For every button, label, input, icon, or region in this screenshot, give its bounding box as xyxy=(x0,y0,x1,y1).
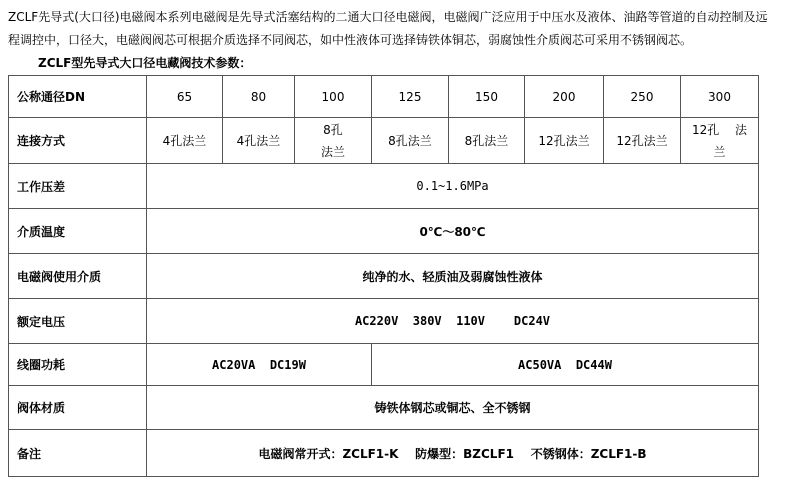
remarks-value: 电磁阀常开式：ZCLF1-K 防爆型：BZCLF1 不锈钢体：ZCLF1-B xyxy=(147,430,759,477)
dn-cell: 200 xyxy=(525,76,604,118)
connection-cell-line: 8孔 xyxy=(323,122,343,137)
connection-cell: 12孔法兰 xyxy=(525,118,604,164)
row-label: 阀体材质 xyxy=(9,386,147,430)
connection-cell-line: 12孔 法 xyxy=(691,122,748,137)
row-remarks xyxy=(9,430,759,477)
dn-cell: 65 xyxy=(147,76,223,118)
dn-cell: 300 xyxy=(681,76,759,118)
dn-cell: 150 xyxy=(449,76,525,118)
connection-cell: 8孔法兰 xyxy=(449,118,525,164)
dn-cell: 250 xyxy=(604,76,681,118)
connection-cell: 12孔法兰 xyxy=(604,118,681,164)
connection-cell: 4孔法兰 xyxy=(147,118,223,164)
row-pressure xyxy=(9,164,759,209)
connection-cell xyxy=(681,118,759,164)
spec-table-title: ZCLF型先导式大口径电藏阀技术参数： xyxy=(38,56,252,70)
medium-value: 纯净的水、轻质油及弱腐蚀性液体 xyxy=(147,254,759,299)
spec-table xyxy=(8,75,759,477)
voltage-value: AC220V 380V 110V DC24V xyxy=(147,299,759,344)
power-value-large: AC50VA DC44W xyxy=(372,344,759,386)
row-label: 公称通径DN xyxy=(9,76,147,118)
temperature-value: 0℃～80℃ xyxy=(147,209,759,254)
row-material xyxy=(9,386,759,430)
row-connection xyxy=(9,118,759,164)
row-label: 介质温度 xyxy=(9,209,147,254)
row-label: 额定电压 xyxy=(9,299,147,344)
connection-cell xyxy=(295,118,372,164)
pressure-value: 0.1~1.6MPa xyxy=(147,164,759,209)
dn-cell: 80 xyxy=(223,76,295,118)
connection-cell: 4孔法兰 xyxy=(223,118,295,164)
intro-line-1: ZCLF先导式(大口径)电磁阀本系列电磁阀是先导式活塞结构的二通大口径电磁阀，电磁阀广泛应用于中压水及液体、油路等管道的自动控制及远 xyxy=(8,10,768,24)
row-label: 连接方式 xyxy=(9,118,147,164)
dn-cell: 100 xyxy=(295,76,372,118)
row-coil-power xyxy=(9,344,759,386)
power-value-small: AC20VA DC19W xyxy=(147,344,372,386)
connection-cell-line: 兰 xyxy=(713,144,726,159)
row-temperature xyxy=(9,209,759,254)
row-voltage xyxy=(9,299,759,344)
dn-cell: 125 xyxy=(372,76,449,118)
row-label: 电磁阀使用介质 xyxy=(9,254,147,299)
connection-cell: 8孔法兰 xyxy=(372,118,449,164)
row-label: 工作压差 xyxy=(9,164,147,209)
material-value: 铸铁体钢芯或铜芯、全不锈钢 xyxy=(147,386,759,430)
row-label: 线圈功耗 xyxy=(9,344,147,386)
intro-paragraph xyxy=(8,6,798,52)
intro-line-2: 程调控中，口径大，电磁阀阀芯可根据介质选择不同阀芯，如中性液体可选择铸铁体铜芯，弱腐蚀性介质阀芯可采用不锈钢阀芯。 xyxy=(8,33,693,47)
row-medium xyxy=(9,254,759,299)
connection-cell-line: 法兰 xyxy=(320,144,345,159)
row-label: 备注 xyxy=(9,430,147,477)
row-nominal-diameter xyxy=(9,76,759,118)
